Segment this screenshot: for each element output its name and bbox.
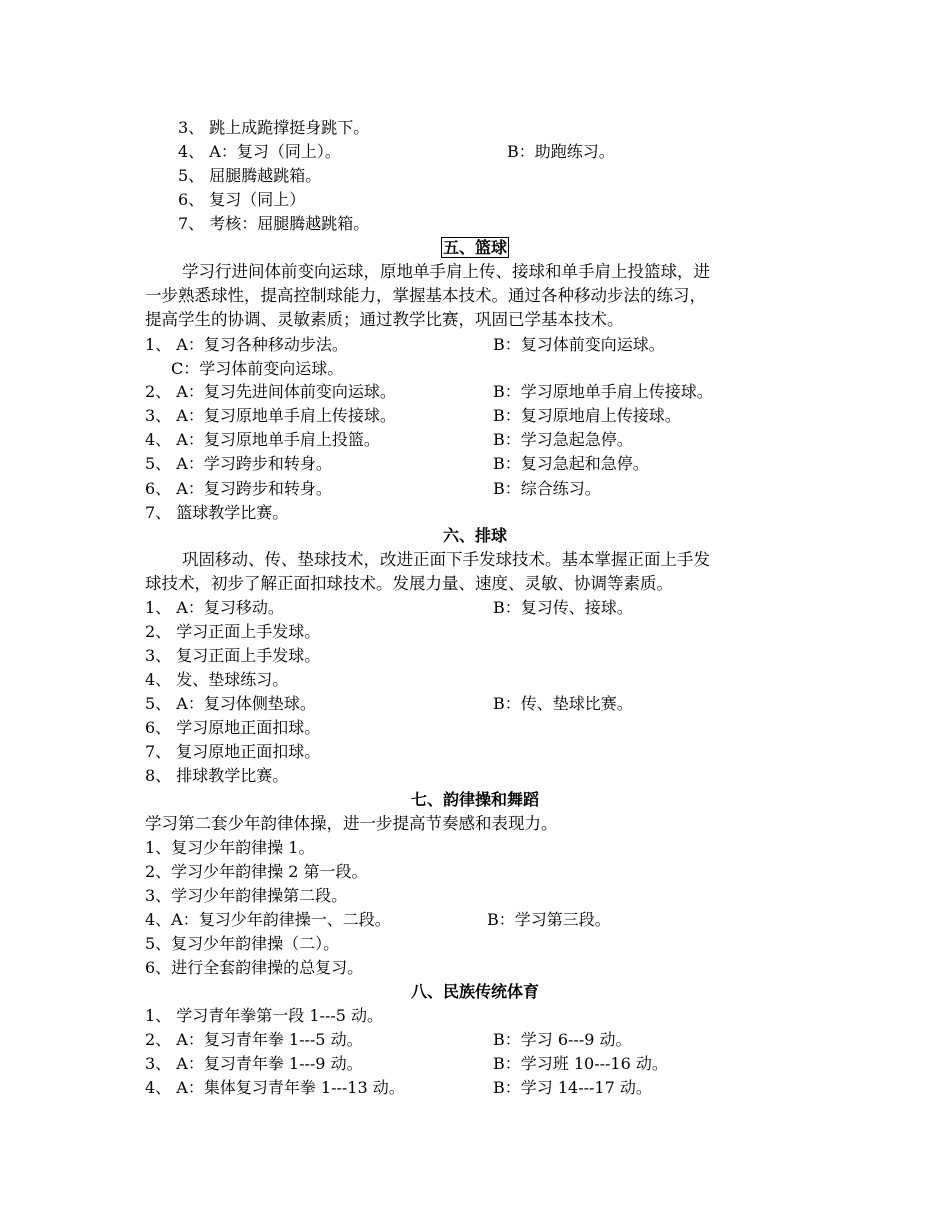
list-item: 1、复习少年韵律操 1。 [145, 838, 315, 857]
list-item: 4、 A：复习（同上）。 B：助跑练习。 [178, 142, 615, 161]
intro-paragraph-line: 学习行进间体前变向运球，原地单手肩上传、接球和单手肩上投篮球，进 [182, 262, 710, 281]
intro-paragraph-line: 球技术，初步了解正面扣球技术。发展力量、速度、灵敏、协调等素质。 [145, 574, 673, 593]
section-heading-volleyball: 六、排球 [442, 526, 507, 545]
list-item: 6、 复习（同上） [178, 190, 306, 209]
list-item: 3、 复习正面上手发球。 [145, 646, 321, 665]
list-item: 5、 屈腿腾越跳箱。 [178, 166, 322, 185]
list-item: C：学习体前变向运球。 [171, 359, 344, 378]
list-item: 5、 A：学习跨步和转身。 B：复习急起和急停。 [145, 454, 649, 473]
list-item: 4、 A：集体复习青年拳 1---13 动。 B：学习 14---17 动。 [145, 1078, 652, 1097]
list-item: 2、学习少年韵律操 2 第一段。 [145, 862, 368, 881]
list-item: 5、 A：复习体侧垫球。 B：传、垫球比赛。 [145, 694, 633, 713]
list-item: 8、 排球教学比赛。 [145, 766, 289, 785]
list-item: 6、 A：复习跨步和转身。 B：综合练习。 [145, 479, 601, 498]
intro-paragraph-line: 提高学生的协调、灵敏素质；通过教学比赛，巩固已学基本技术。 [145, 310, 624, 329]
list-item: 4、 A：复习原地单手肩上投篮。 B：学习急起急停。 [145, 430, 633, 449]
list-item: 7、 复习原地正面扣球。 [145, 742, 321, 761]
list-item: 4、 发、垫球练习。 [145, 670, 289, 689]
list-item: 6、进行全套韵律操的总复习。 [145, 958, 364, 977]
list-item: 3、 A：复习青年拳 1---9 动。 B：学习班 10---16 动。 [145, 1054, 668, 1073]
list-item: 7、 篮球教学比赛。 [145, 503, 289, 522]
intro-paragraph-line: 学习第二套少年韵律体操，进一步提高节奏感和表现力。 [145, 814, 558, 833]
section-heading-basketball: 五、篮球 [442, 238, 507, 257]
list-item: 3、学习少年韵律操第二段。 [145, 886, 348, 905]
list-item: 2、 A：复习青年拳 1---5 动。 B：学习 6---9 动。 [145, 1030, 632, 1049]
list-item: 1、 A：复习移动。 B：复习传、接球。 [145, 598, 633, 617]
list-item: 5、复习少年韵律操（二）。 [145, 934, 340, 953]
list-item: 2、 A：复习先进间体前变向运球。 B：学习原地单手肩上传接球。 [145, 382, 713, 401]
intro-paragraph-line: 巩固移动、传、垫球技术，改进正面下手发球技术。基本掌握正面上手发 [182, 550, 710, 569]
list-item: 4、A：复习少年韵律操一、二段。 B：学习第三段。 [145, 910, 611, 929]
list-item: 3、 跳上成跪撑挺身跳下。 [178, 118, 370, 137]
intro-paragraph-line: 一步熟悉球性，提高控制球能力，掌握基本技术。通过各种移动步法的练习， [145, 286, 706, 305]
list-item: 1、 学习青年拳第一段 1---5 动。 [145, 1006, 384, 1025]
section-heading-rhythm: 七、韵律操和舞蹈 [410, 790, 539, 809]
section-heading-traditional: 八、民族传统体育 [410, 982, 539, 1001]
list-item: 3、 A：复习原地单手肩上传接球。 B：复习原地肩上传接球。 [145, 406, 681, 425]
list-item: 7、 考核：屈腿腾越跳箱。 [178, 214, 370, 233]
list-item: 2、 学习正面上手发球。 [145, 622, 321, 641]
list-item: 1、 A：复习各种移动步法。 B：复习体前变向运球。 [145, 335, 665, 354]
list-item: 6、 学习原地正面扣球。 [145, 718, 321, 737]
